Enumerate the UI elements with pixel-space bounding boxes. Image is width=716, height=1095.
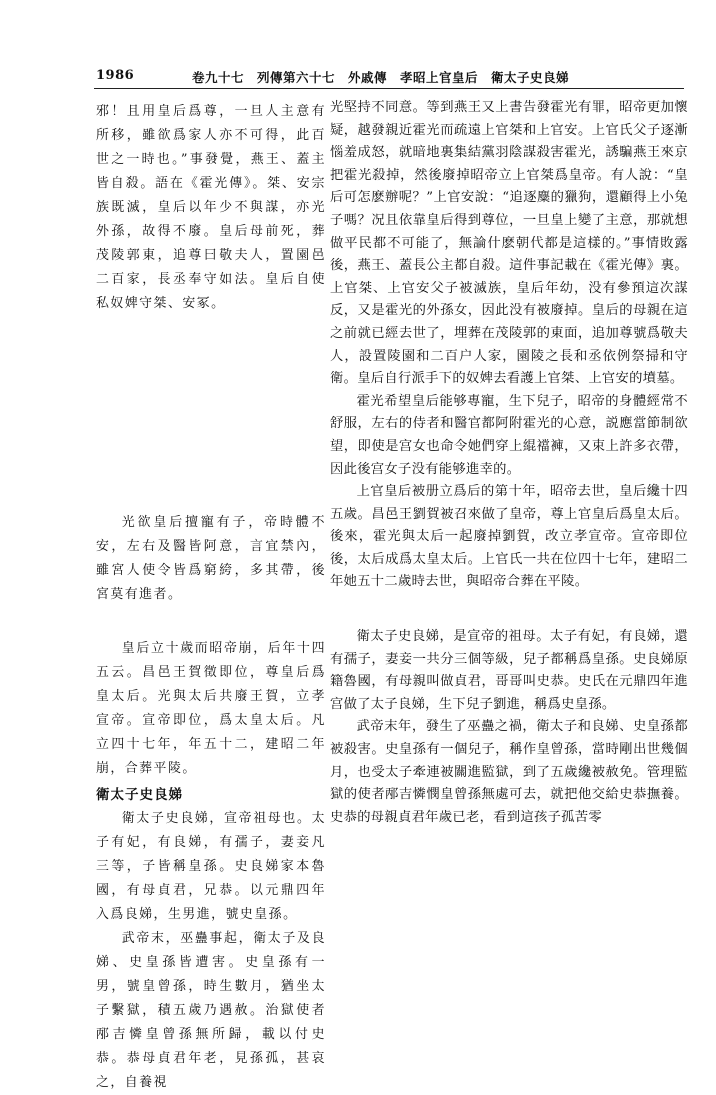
classical-text-column xyxy=(96,100,326,1090)
translation-text-column xyxy=(330,97,688,977)
classical-paragraph: 皇后立十歲而昭帝崩，后年十四五云。昌邑王賀徵即位，尊皇后爲皇太后。光與太后共廢王賀，立孝宣帝。宣帝即位，爲太皇太后。凡立四十七年，年五十二，建昭二年崩，合葬平陵。 xyxy=(96,641,326,776)
classical-paragraph: 光欲皇后擅寵有子，帝時體不安，左右及醫皆阿意，言宜禁內，雖宮人使令皆爲窮絝，多其帶，後宮莫有進者。 xyxy=(96,515,326,602)
classical-paragraph: 邪！且用皇后爲尊，一旦人主意有所移，雖欲爲家人亦不可得，此百世之一時也。”事發覺，燕王、蓋主皆自殺。語在《霍光傳》。桀、安宗族既滅，皇后以年少不與謀，亦光外孫，故得不廢。皇后母前死，葬茂陵郭東，追尊曰敬夫人，置園邑二百家，長丞奉守如法。皇后自使私奴婢守桀、安冢。 xyxy=(96,104,326,311)
section-heading: 衛太子史良娣 xyxy=(96,787,183,803)
classical-paragraph: 武帝末，巫蠱事起，衛太子及良娣、史皇孫皆遭害。史皇孫有一男，號皇曾孫，時生數月，猶坐太子繫獄，積五歲乃遇赦。治獄使者邴吉憐皇曾孫無所歸，載以付史恭。恭母貞君年老，見孫孤，甚哀之，自養視 xyxy=(96,931,326,1090)
translation-paragraph: 上官皇后被册立爲后的第十年，昭帝去世，皇后纔十四五歲。昌邑王劉賀被召來做了皇帝，尊上官皇后爲皇太后。後來，霍光與太后一起廢掉劉賀，改立孝宣帝。宣帝即位後，太后成爲太皇太后。上官氏一共在位四十七年，建昭二年她五十二歲時去世，與昭帝合葬在平陵。 xyxy=(330,484,688,590)
translation-paragraph: 武帝末年，發生了巫蠱之禍，衛太子和良娣、史皇孫都被殺害。史皇孫有一個兒子，稱作皇曾孫，當時剛出世幾個月，也受太子牽連被關進監獄，到了五歲纔被赦免。管理監獄的使者邴吉憐憫皇曾孫無處可去，就把他交給史恭撫養。史恭的母親貞君年歲已老，看到這孩子孤苦零 xyxy=(330,719,688,825)
translation-paragraph: 霍光希望皇后能够專寵，生下兒子，昭帝的身體經常不舒服，左右的侍者和醫官都阿附霍光的心意，説應當節制欲望，即使是宫女也命令她們穿上緄襠褲，又束上許多衣帶，因此後宫女子没有能够進幸的。 xyxy=(330,393,688,477)
chapter-title: 卷九十七 列傳第六十七 外戚傳 孝昭上官皇后 衛太子史良娣 xyxy=(192,70,570,85)
translation-paragraph: 衛太子史良娣，是宣帝的祖母。太子有妃，有良娣，還有孺子，妻妾一共分三個等級，兒子都稱爲皇孫。史良娣原籍魯國，有母親叫做貞君，哥哥叫史恭。史氏在元鼎四年進宫做了太子良娣，生下兒子劉進，稱爲史皇孫。 xyxy=(330,629,688,712)
page-number: 1986 xyxy=(96,68,135,83)
running-header xyxy=(96,66,676,90)
classical-paragraph: 衛太子史良娣，宣帝祖母也。太子有妃，有良娣，有孺子，妻妾凡三等，子皆稱皇孫。史良娣家本魯國，有母貞君，兄恭。以元鼎四年入爲良娣，生男進，號史皇孫。 xyxy=(96,811,326,922)
translation-paragraph: 光堅持不同意。等到燕王又上書告發霍光有罪，昭帝更加懷疑，越發親近霍光而疏遠上官桀和上官安。上官氏父子逐漸惱羞成怒，就暗地裏集結黨羽陰謀殺害霍光，誘騙燕王來京把霍光殺掉，然後廢掉昭帝立上官桀爲皇帝。有人說：“皇后可怎麽辦呢？”上官安說：“追逐麋的獵狗，還顧得上小兔子嗎？况且依靠皇后得到尊位，一旦皇上變了主意，那就想做平民都不可能了，無論什麽朝代都是這樣的。”事情敗露後，燕王、蓋長公主都自殺。這件事記載在《霍光傳》裏。上官桀、上官安父子被滅族，皇后年幼，没有參預這次謀反，又是霍光的外孫女，因此没有被廢掉。皇后的母親在這之前就已經去世了，埋葬在茂陵郭的東面，追加尊號爲敬夫人，設置陵園和二百户人家，園陵之長和丞依例祭掃和守衛。皇后自行派手下的奴婢去看護上官桀、上官安的墳墓。 xyxy=(330,100,688,387)
header-rule xyxy=(94,88,684,89)
